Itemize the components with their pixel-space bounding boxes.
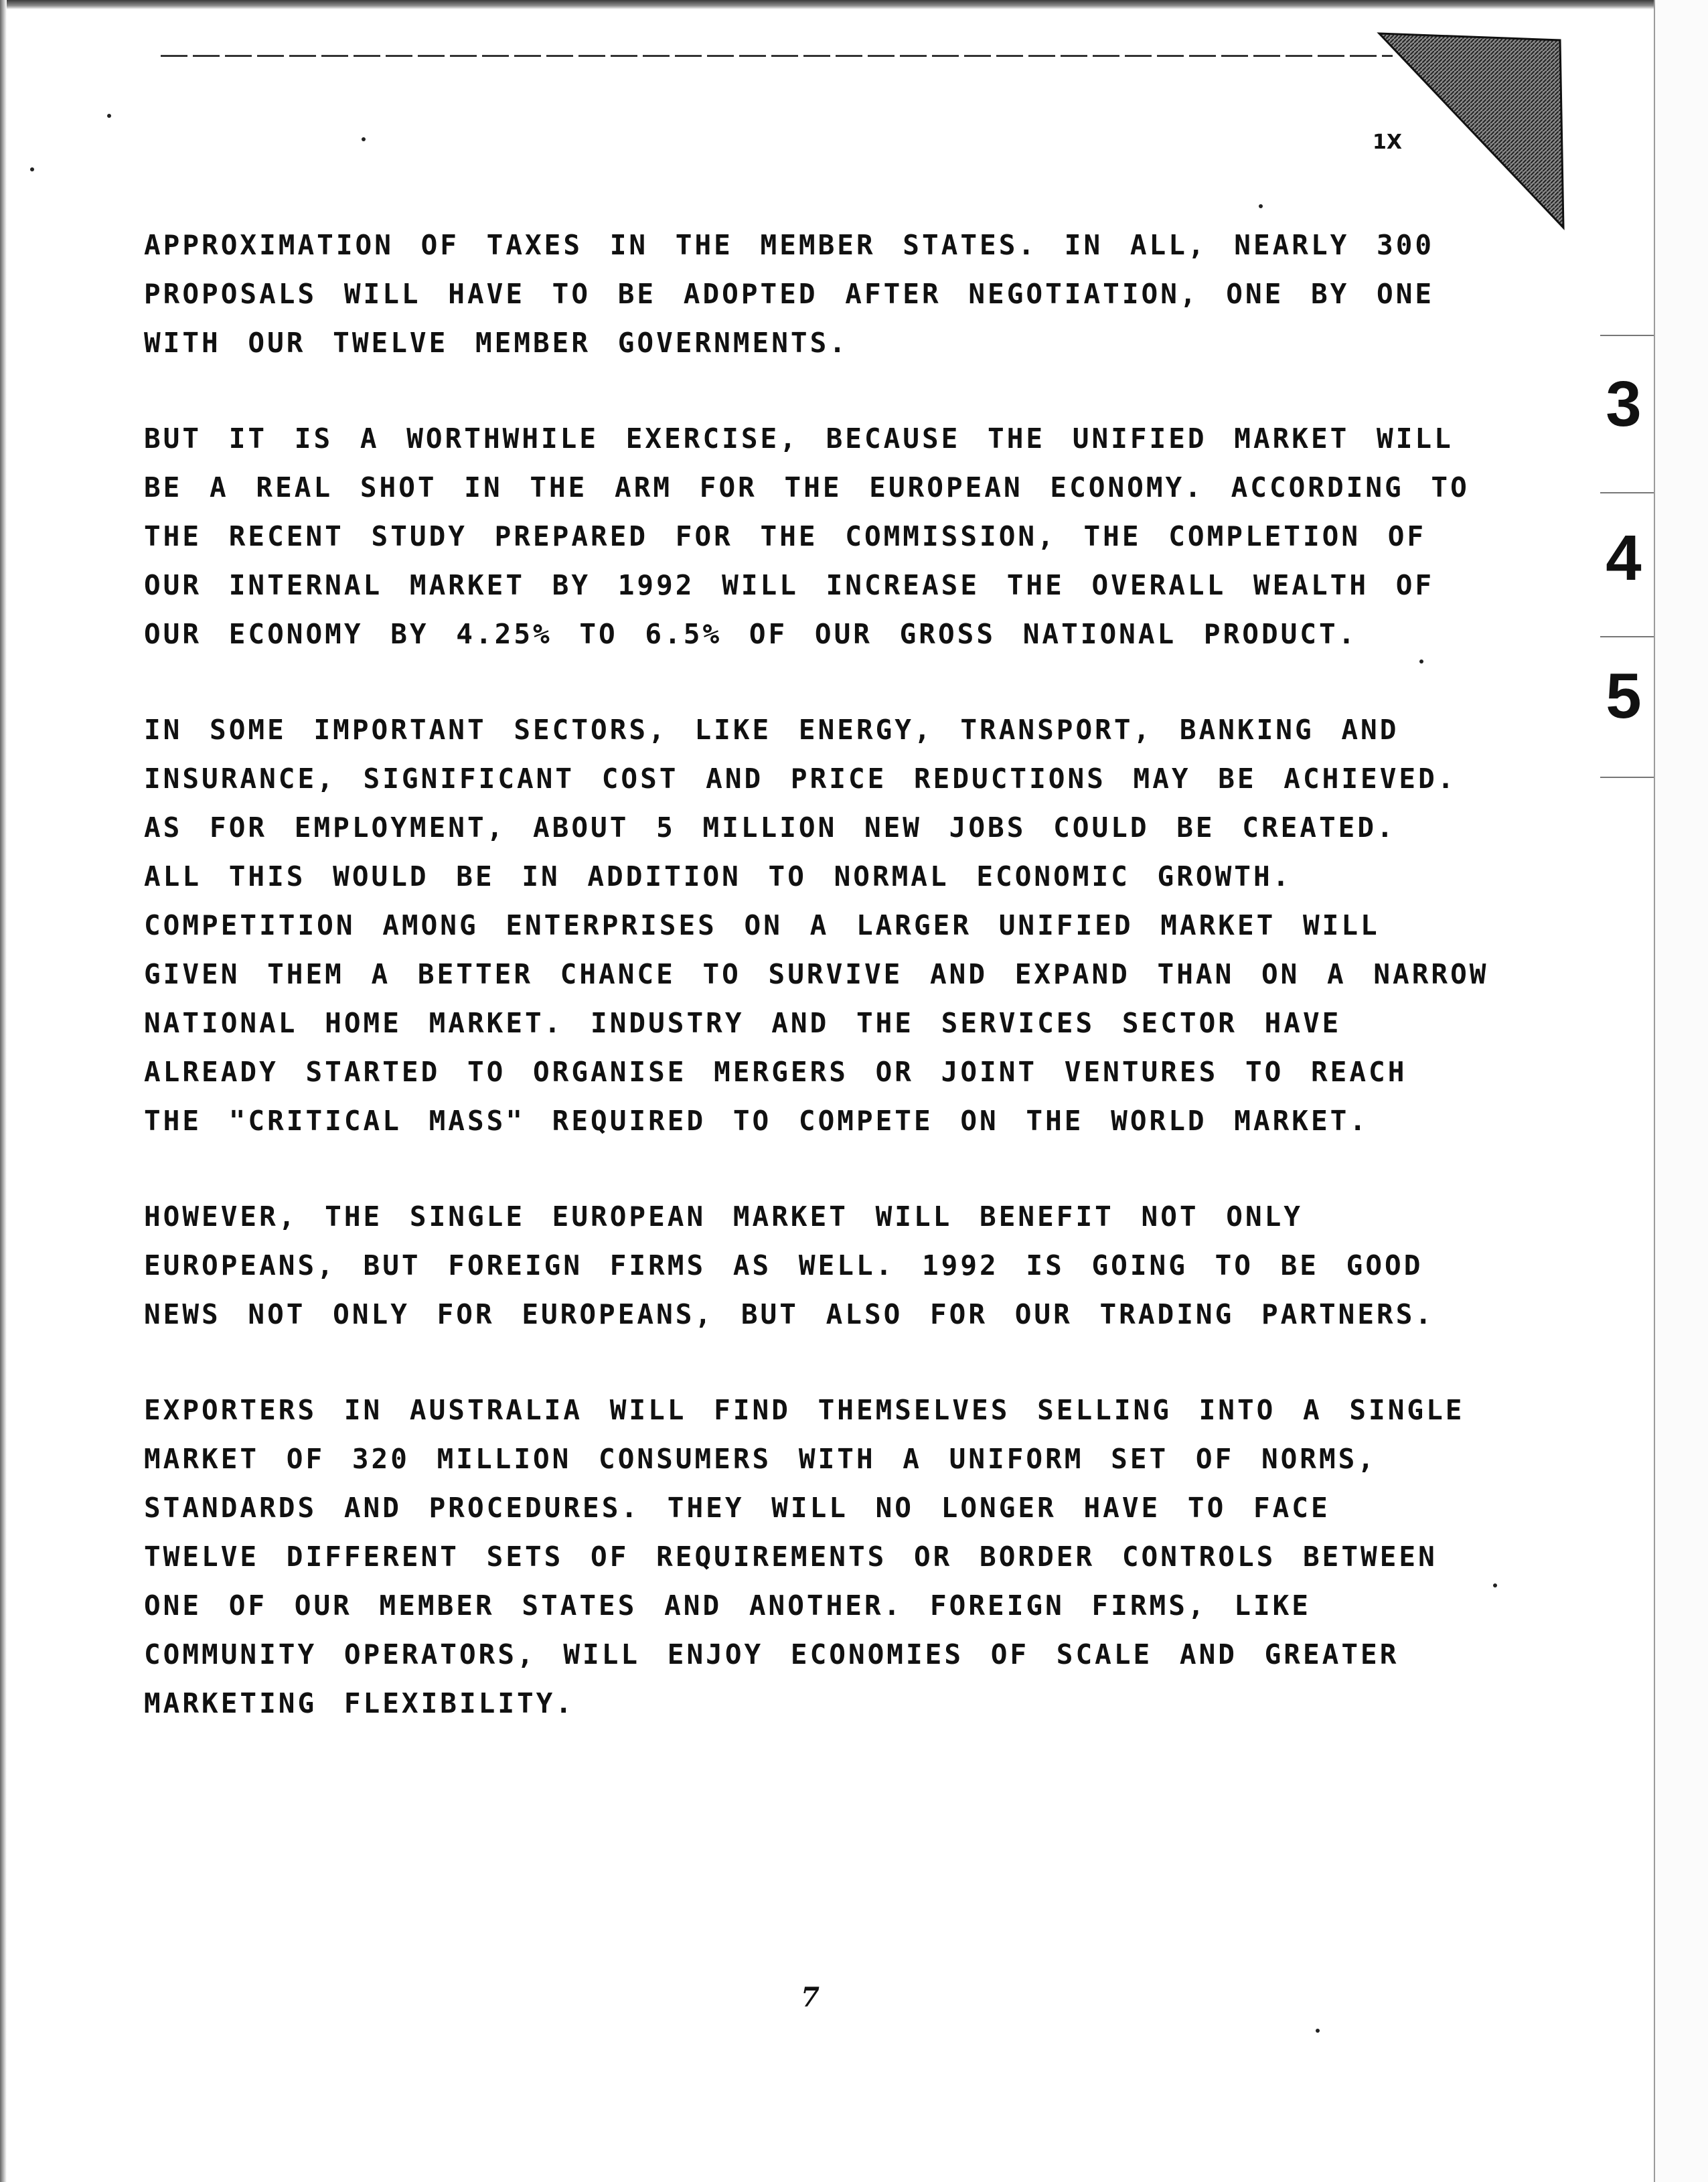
index-tab-strip: [1654, 0, 1708, 2182]
scan-speck: [107, 114, 111, 118]
page-number: 7: [801, 1982, 820, 2013]
paragraph-4: HOWEVER, THE SINGLE EUROPEAN MARKET WILL BENEFIT NOT ONLY EUROPEANS, BUT FOREIGN FIRMS AS WELL. 1992 IS GOING TO BE GOOD NEWS NOT ONLY FOR EUROPEANS, BUT ALSO FOR OUR TRADING PARTNERS.: [144, 1200, 1435, 1330]
scan-top-rule: [161, 55, 1393, 57]
scan-speck: [362, 137, 366, 141]
tab-divider: [1600, 492, 1654, 493]
scan-top-border: [0, 0, 1708, 9]
scan-left-edge: [0, 0, 7, 2182]
tab-divider: [1600, 335, 1654, 336]
paragraph-1: APPROXIMATION OF TAXES IN THE MEMBER STATES. IN ALL, NEARLY 300 PROPOSALS WILL HAVE TO BE ADOPTED AFTER NEGOTIATION, ONE BY ONE WITH OUR TWELVE MEMBER GOVERNMENTS.: [144, 229, 1435, 359]
scan-speck: [30, 167, 34, 171]
tab-divider: [1600, 777, 1654, 778]
corner-mark: 1X: [1373, 131, 1403, 154]
tab-divider: [1600, 636, 1654, 637]
index-tab-5: 5: [1606, 660, 1642, 732]
paragraph-5: EXPORTERS IN AUSTRALIA WILL FIND THEMSELVES SELLING INTO A SINGLE MARKET OF 320 MILLION CONSUMERS WITH A UNIFORM SET OF NORMS, STANDARDS AND PROCEDURES. THEY WILL NO LONGER HAVE TO FACE TWELVE DIFFERENT SETS OF REQUIREMENTS OR BORDER CONTROLS BETWEEN ONE OF OUR MEMBER STATES AND ANOTHER. FOREIGN FIRMS, LIKE COMMUNITY OPERATORS, WILL ENJOY ECONOMIES OF SCALE AND GREATER MARKETING FLEXIBILITY.: [144, 1394, 1465, 1719]
index-tab-4: 4: [1606, 522, 1642, 594]
index-tab-3: 3: [1606, 368, 1642, 440]
scan-speck: [1493, 1583, 1497, 1587]
scan-speck: [1419, 659, 1423, 664]
paragraph-3: IN SOME IMPORTANT SECTORS, LIKE ENERGY, TRANSPORT, BANKING AND INSURANCE, SIGNIFICANT COST AND PRICE REDUCTIONS MAY BE ACHIEVED. AS FOR EMPLOYMENT, ABOUT 5 MILLION NEW JOBS COULD BE CREATED. ALL THIS WOULD BE IN ADDITION TO NORMAL ECONOMIC GROWTH. COMPETITION AMONG ENTERPRISES ON A LARGER UNIFIED MARKET WILL GIVEN THEM A BETTER CHANCE TO SURVIVE AND EXPAND THAN ON A NARROW NATIONAL HOME MARKET. INDUSTRY AND THE SERVICES SECTOR HAVE ALREADY STARTED TO ORGANISE MERGERS OR JOINT VENTURES TO REACH THE "CRITICAL MASS" REQUIRED TO COMPETE ON THE WORLD MARKET.: [144, 714, 1489, 1137]
scan-speck: [1259, 204, 1263, 208]
scan-speck: [1316, 2029, 1320, 2033]
body-text: [144, 221, 1490, 1775]
paragraph-2: BUT IT IS A WORTHWHILE EXERCISE, BECAUSE THE UNIFIED MARKET WILL BE A REAL SHOT IN THE ARM FOR THE EUROPEAN ECONOMY. ACCORDING TO THE RECENT STUDY PREPARED FOR THE COMMISSION, THE COMPLETION OF OUR INTERNAL MARKET BY 1992 WILL INCREASE THE OVERALL WEALTH OF OUR ECONOMY BY 4.25% TO 6.5% OF OUR GROSS NATIONAL PRODUCT.: [144, 422, 1470, 650]
